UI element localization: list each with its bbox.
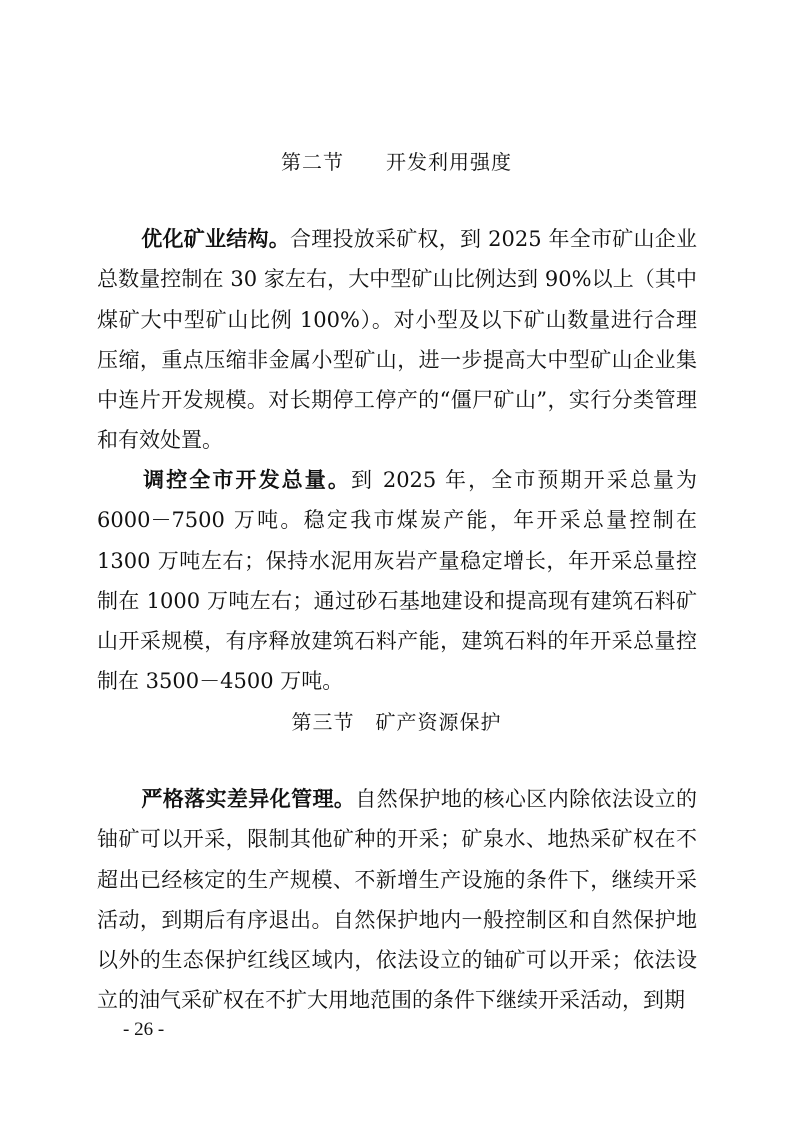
paragraph-lead: 严格落实差异化管理。 [141, 787, 356, 811]
paragraph-lead: 优化矿业结构。 [141, 227, 290, 251]
paragraph-differentiated-management [97, 779, 697, 1021]
section-heading-2: 第二节 开发利用强度 [281, 150, 512, 174]
paragraph-text: 自然保护地的核心区内除依法设立的铀矿可以开采，限制其他矿种的开采；矿泉水、地热采矿权在不超出已经核定的生产规模、不新增生产设施的条件下，继续开采活动，到期后有序退出。自然保护地内一般控制区和自然保护地以外的生态保护红线区域内，依法设立的铀矿可以开采；依法设立的油气采矿权在不扩大用地范围的条件下继续开采活动，到期 [97, 787, 698, 1013]
paragraph-text: 合理投放采矿权，到 2025 年全市矿山企业总数量控制在 30 家左右，大中型矿山比例达到 90%以上（其中煤矿大中型矿山比例 100%）。对小型及以下矿山数量进行合理压缩，重点压缩非金属小型矿山，进一步提高大中型矿山企业集中连片开发规模。对长期停工停产的“僵尸矿山”，实行分类管理和有效处置。 [97, 227, 697, 453]
paragraph-text: 到 2025 年，全市预期开采总量为 6000－7500 万吨。稳定我市煤炭产能，年开采总量控制在 1300 万吨左右；保持水泥用灰岩产量稳定增长，年开采总量控制在 1000 万吨左右；通过砂石基地建设和提高现有建筑石料矿山开采规模，有序释放建筑石料产能，建筑石料的年开采总量控制在 3500－4500 万吨。 [97, 468, 698, 694]
paragraph-lead: 调控全市开发总量。 [141, 468, 351, 492]
paragraph-optimize-structure [97, 219, 697, 461]
page-number: - 26 - [123, 1019, 165, 1040]
paragraph-regulate-total [97, 460, 697, 702]
section-heading-3: 第三节 矿产资源保护 [291, 710, 502, 734]
